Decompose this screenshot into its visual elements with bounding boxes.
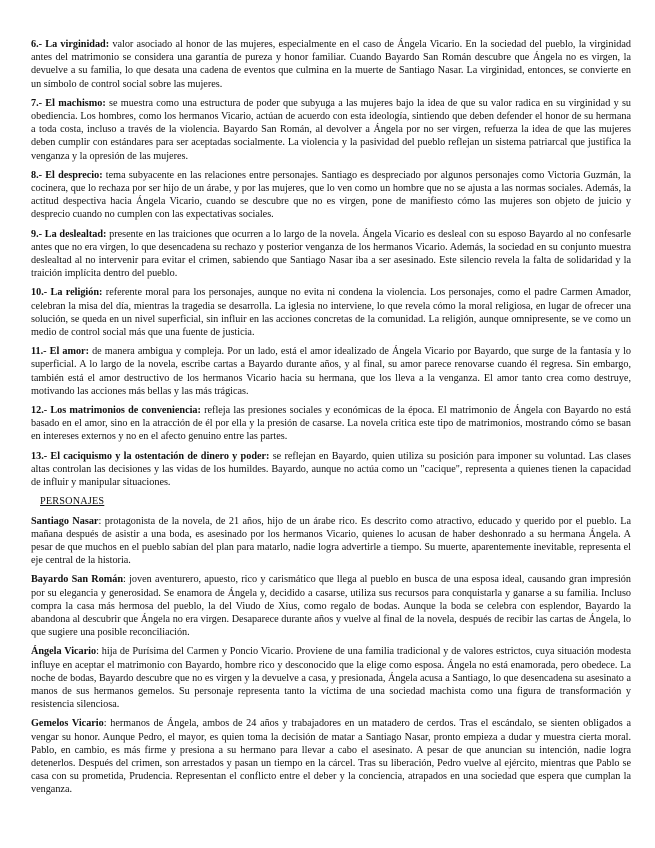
theme-paragraph-caciquismo: [31, 450, 631, 490]
character-text: : hermanos de Ángela, ambos de 24 años y trabajadores en un matadero de cerdos. Tras el escándalo, se sienten obligados a vengar su honor. Aunque Pedro, el mayor, es quien toma la decisión de matar a Santiago Nasar, pronto empieza a dudar y muestra cierta moral. Pablo, en cambio, es más firme y presiona a su hermano para llevar a cabo el asesinato. A pesar de que anuncian su intención, nadie logra detenerlos. Después del crimen, son arrestados y pasan un tiempo en la cárcel. Tras su liberación, Pedro vuelve al ejército, mientras que Pablo se casa con su prometida, Prudencia. Representan el conflicto entre el deber y la conciencia, atrapados en una sociedad que espera que cumplan la venganza.: [31, 718, 631, 796]
theme-paragraph-virginidad: [31, 38, 631, 91]
document-page: [31, 38, 631, 803]
theme-paragraph-amor: [31, 345, 631, 398]
theme-term: 9.- La deslealtad:: [31, 228, 107, 240]
theme-paragraph-deslealtad: [31, 228, 631, 281]
theme-term: 8.- El desprecio:: [31, 169, 103, 181]
character-paragraph-santiago: [31, 515, 631, 568]
theme-paragraph-religion: [31, 286, 631, 339]
character-paragraph-bayardo: [31, 573, 631, 639]
theme-term: 7.- El machismo:: [31, 97, 106, 109]
character-name: Gemelos Vicario: [31, 718, 104, 730]
theme-text: presente en las traiciones que ocurren a lo largo de la novela. Ángela Vicario es desleal con su esposo Bayardo al no confesarle antes que no era virgen, lo que desencadena su rechazo y posterior venganza de los hermanos Vicario. Además, la sociedad en su conjunto muestra deslealtad al no intervenir para evitar el crimen, sabiendo que Santiago Nasar iba a ser asesinado. Este silencio revela la falta de solidaridad y la traición implícita dentro del pueblo.: [31, 228, 631, 280]
theme-text: se reflejan en Bayardo, quien utiliza su posición para imponer su voluntad. Las clases altas controlan las decisiones y las vidas de los humildes. Bayardo, aunque no actúa como un "cacique", representa a quienes tienen la capacidad de influir y manipular situaciones.: [31, 450, 631, 489]
theme-term: 12.- Los matrimonios de conveniencia:: [31, 405, 201, 417]
character-paragraph-gemelos: [31, 717, 631, 796]
section-heading-personajes: PERSONAJES: [40, 496, 105, 508]
theme-term: 11.- El amor:: [31, 346, 89, 358]
character-text: : joven aventurero, apuesto, rico y carismático que llega al pueblo en busca de una esposa ideal, causando gran impresión por su elegancia y generosidad. Se enamora de Ángela y, decidido a casarse, utiliza sus recursos para conquistarla y ganarse a su familia. Incluso compra la casa más hermosa del pueblo, la del Viudo de Xius, como regalo de bodas. Aunque la boda se celebra con esplendor, Bayardo la abandona al descubrir que Ángela no era virgen. Desaparece durante años y vuelve al final de la novela, después de recibir las cartas de Ángela, lo que sugiere una posible reconciliación.: [31, 574, 631, 639]
character-paragraph-angela: [31, 645, 631, 711]
theme-term: 6.- La virginidad:: [31, 39, 110, 50]
character-text: : protagonista de la novela, de 21 años, hijo de un árabe rico. Es descrito como atractivo, educado y querido por el pueblo. La mañana después de asistir a una boda, es asesinado por los hermanos Vicario, quienes lo acusan de haber deshonrado a su hermana Ángela. A pesar de que muchos en el pueblo sabían del plan para matarlo, nadie logra advertirle a tiempo. Su muerte, aparentemente inevitable, representa el eje central de la historia.: [31, 515, 631, 567]
theme-term: 13.- El caciquismo y la ostentación de dinero y poder:: [31, 450, 270, 462]
theme-text: refleja las presiones sociales y económicas de la época. El matrimonio de Ángela con Bayardo no está basado en el amor, sino en la atracción de él por ella y la presión de casarse. La novela critica este tipo de matrimonios, mostrando cómo se basan en intereses externos y no en el afecto genuino entre las partes.: [31, 405, 631, 443]
character-name: Santiago Nasar: [31, 515, 99, 527]
theme-paragraph-matrimonios: [31, 404, 631, 444]
theme-text: se muestra como una estructura de poder que subyuga a las mujeres bajo la idea de que su valor radica en su virginidad y su obediencia. Los hombres, como los hermanos Vicario, actúan de acuerdo con esta ideología, sintiendo que deben defender el honor de su hermana a toda costa, incluso a través de la violencia. Bayardo San Román, al devolver a Ángela por no ser virgen, refuerza la idea de que las mujeres deben cumplir con estándares para ser aceptadas socialmente. La violencia y la pasividad del pueblo reflejan un sistema patriarcal que justifica la venganza y la opresión de las mujeres.: [31, 97, 631, 162]
theme-text: valor asociado al honor de las mujeres, especialmente en el caso de Ángela Vicario. En la sociedad del pueblo, la virginidad antes del matrimonio se considera una garantía de pureza y honor familiar. Cuando Bayardo San Román descubre que Ángela no es virgen, la devuelve a su familia, lo que desata una cadena de eventos que culmina en la muerte de Santiago Nasar. La virginidad, entonces, se convierte en un símbolo de control social sobre las mujeres.: [31, 39, 632, 90]
theme-paragraph-machismo: [31, 97, 631, 163]
character-text: : hija de Purísima del Carmen y Poncio Vicario. Proviene de una familia tradicional y de valores estrictos, cuya situación modesta influye en aceptar el matrimonio con Bayardo, hombre rico y desconocido que la elige como esposa. Ángela no está enamorada, pero obedece. La noche de bodas, Bayardo descubre que no es virgen y la devuelve a casa, y presionada, Ángela acusa a Santiago, lo que desencadena su asesinato a manos de sus hermanos gemelos. Su personaje representa tanto la víctima de una sociedad machista como una figura de transformación y resistencia silenciosa.: [31, 646, 631, 711]
character-name: Bayardo San Román: [31, 574, 123, 586]
character-name: Ángela Vicario: [31, 646, 97, 658]
theme-text: referente moral para los personajes, aunque no evita ni condena la violencia. Los personajes, como el padre Carmen Amador, celebran la misa del día, mientras la tragedia se desarrolla. La iglesia no interviene, lo que revela cómo la moral religiosa, en lugar de ofrecer una solución, se queda en un nivel superficial, sin influir en las acciones concretas de la comunidad. La religión, aunque omnipresente, se ve como un medio de control social más que una fuente de justicia.: [31, 287, 631, 339]
theme-text: de manera ambigua y compleja. Por un lado, está el amor idealizado de Ángela Vicario por Bayardo, que surge de la fantasía y lo superficial. A lo largo de la novela, escribe cartas a Bayardo durante años, y al final, su amor parece renovarse cuando él regresa. Sin embargo, también está el amor destructivo de los hermanos Vicario hacia su hermana, que los lleva a la venganza. El amor tanto crea como destruye, motivando las acciones más bellas y las más trágicas.: [31, 346, 631, 397]
theme-paragraph-desprecio: [31, 169, 631, 222]
theme-text: tema subyacente en las relaciones entre personajes. Santiago es despreciado por algunos personajes como Victoria Guzmán, la cocinera, que lo rechaza por ser hijo de un árabe, y por las mujeres, que lo ven como un hombre que no se ajusta a las normas sociales. Además, la actitud despectiva hacia Ángela Vicario, cuando se descubre que no es virgen, pone de manifiesto cómo las mujeres son objeto de juicio y desprecio cuando no cumplen con las expectativas sociales.: [31, 169, 631, 221]
theme-term: 10.- La religión:: [31, 287, 103, 299]
